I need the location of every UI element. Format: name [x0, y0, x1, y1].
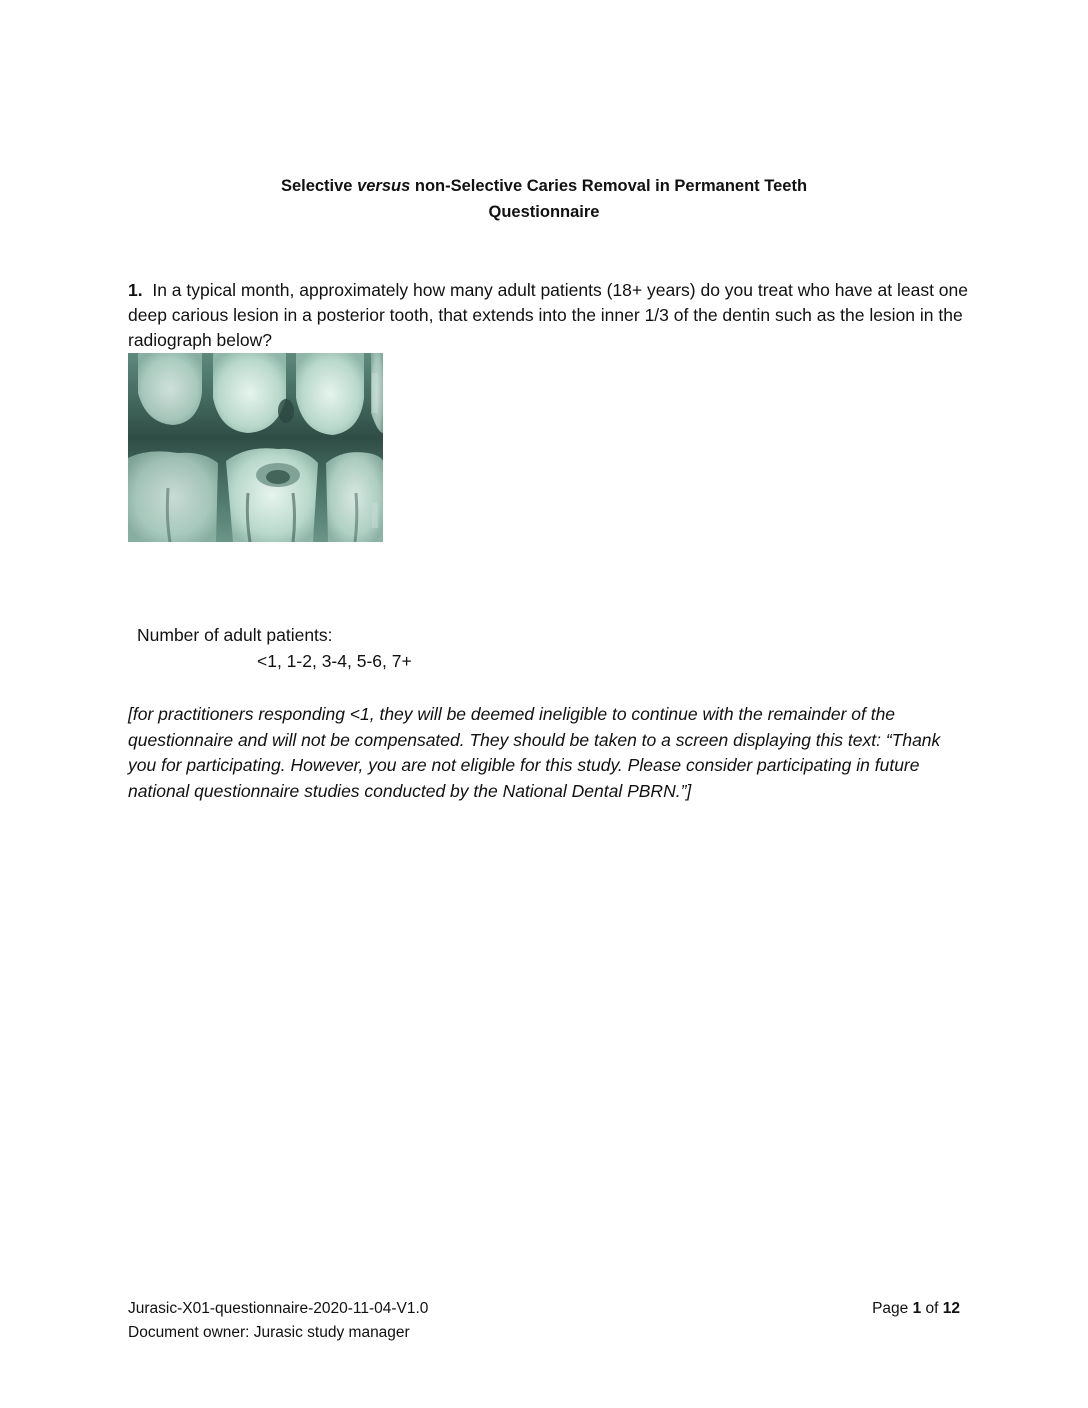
title-italic-versus: versus — [357, 177, 411, 195]
page-total: 12 — [942, 1300, 960, 1317]
footer-left — [128, 1297, 428, 1345]
title-line-2: Questionnaire — [488, 203, 600, 221]
question-text: In a typical month, approximately how many adult patients (18+ years) do you treat who have at least one deep carious lesion in a posterior tooth, that extends into the inner 1/3 of the dentin such as the lesion in the radiograph below? — [128, 280, 969, 350]
page-current: 1 — [912, 1300, 922, 1317]
answer-options[interactable]: <1, 1-2, 3-4, 5-6, 7+ — [257, 651, 412, 671]
page-of: of — [921, 1300, 943, 1317]
title-part-1: Selective — [280, 177, 358, 195]
question-1 — [128, 278, 968, 353]
answer-label: Number of adult patients: — [137, 625, 333, 645]
document-owner: Document owner: Jurasic study manager — [128, 1324, 410, 1341]
eligibility-note: [for practitioners responding <1, they will be deemed ineligible to continue with the remainder of the questionnaire and will not be compensated. They should be taken to a screen displaying this text: “Thank you for participating. However, you are not eligible for this study. Please consider participating in future national questionnaire studies conducted by the National Dental PBRN.”] — [128, 704, 941, 801]
radiograph-drawing — [128, 353, 383, 542]
document-title — [0, 173, 1088, 225]
title-line-1 — [0, 173, 1088, 199]
document-id: Jurasic-X01-questionnaire-2020-11-04-V1.0 — [128, 1300, 429, 1317]
title-part-2: non-Selective Caries Removal in Permanent Teeth — [410, 177, 808, 195]
page-number — [872, 1297, 960, 1321]
question-number: 1. — [128, 280, 143, 300]
page-word: Page — [872, 1300, 913, 1317]
dental-radiograph-image — [128, 353, 383, 542]
